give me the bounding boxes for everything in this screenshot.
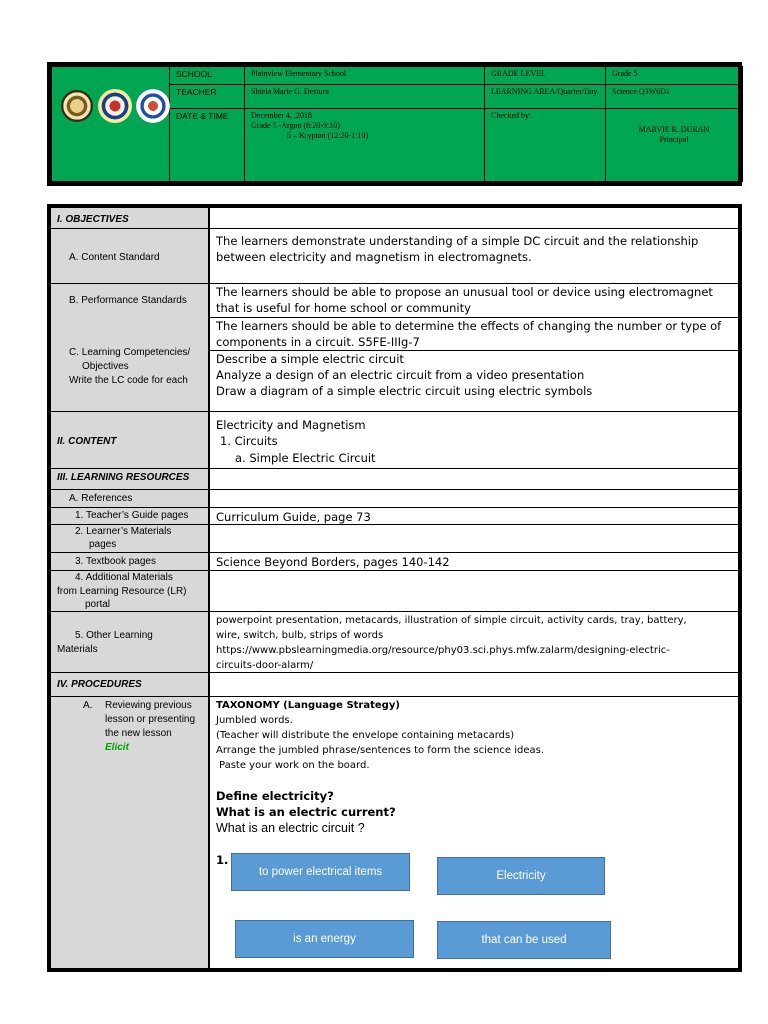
lc-label-line1: C. Learning Competencies/ — [69, 347, 191, 358]
objective-3: Draw a diagram of a simple electric circuit using electric symbols — [216, 384, 593, 398]
school-value: Plainview Elementary School — [245, 67, 485, 85]
topic-line2: 1. Circuits — [220, 434, 278, 448]
row-divider — [49, 228, 740, 229]
procedure-a-line3: the new lesson — [105, 728, 172, 739]
header-table — [47, 62, 742, 186]
additional-materials-label-3: portal — [85, 599, 111, 610]
topic-line1: Electricity and Magnetism — [216, 418, 366, 432]
objective-1: Describe a simple electric circuit — [216, 352, 404, 366]
other-materials-line4: circuits-door-alarm/ — [216, 660, 314, 671]
learners-materials-label-1: 2. Learner’s Materials — [75, 526, 172, 537]
competency-line1: The learners should be able to determine the effects of changing the number or type of — [216, 319, 722, 333]
section-1-text: Grade 5 -Argon (8:20-9:10) — [251, 121, 340, 130]
learning-area-value: Science Q3W6D1 — [606, 85, 743, 109]
date-time-label: DATE & TIME — [170, 109, 245, 182]
teacher-value: Shiela Marie G. Destura — [245, 85, 485, 109]
question-2: What is an electric current? — [216, 805, 396, 819]
teacher-note-text: (Teacher will distribute the envelope containing metacards) — [216, 730, 515, 741]
learning-resources-heading: III. LEARNING RESOURCES — [57, 472, 190, 483]
division-seal-icon — [98, 89, 132, 123]
grade-level-label: GRADE LEVEL — [485, 67, 606, 85]
row-divider — [49, 468, 740, 469]
lc-label-line2: Objectives — [82, 361, 129, 372]
section-2-text: 5 – Krypton (12:20-1:10) — [287, 131, 369, 140]
row-divider — [49, 507, 740, 508]
other-materials-line1: powerpoint presentation, metacards, illustration of simple circuit, activity cards, tray, battery, — [216, 615, 687, 626]
performance-standard-line2: that is useful for home school or community — [216, 301, 471, 315]
row-divider — [49, 696, 740, 697]
other-materials-label-1: 5. Other Learning — [75, 630, 153, 641]
metacard-electricity[interactable]: Electricity — [437, 857, 605, 895]
row-divider — [49, 524, 740, 525]
learners-materials-label-2: pages — [89, 539, 117, 550]
references-label: A. References — [69, 493, 133, 504]
item-number: 1. — [216, 853, 229, 867]
content-standard-line2: between electricity and magnetism in electromagnets. — [216, 250, 532, 264]
row-divider — [49, 489, 740, 490]
deped-seal-icon — [136, 89, 170, 123]
procedure-a-line2: lesson or presenting — [105, 714, 196, 725]
principal-cell — [606, 109, 743, 182]
metacard-to-power-electrical-items[interactable]: to power electrical items — [231, 853, 410, 891]
arrange-instruction-text: Arrange the jumbled phrase/sentences to form the science ideas. — [216, 745, 544, 756]
lc-label-line3: Write the LC code for each — [69, 375, 188, 386]
objectives-heading: I. OBJECTIVES — [57, 214, 129, 225]
metacard-is-an-energy[interactable]: is an energy — [235, 920, 414, 958]
other-materials-label-2: Materials — [57, 644, 98, 655]
teacher-label: TEACHER — [170, 85, 245, 109]
principal-name: MARVIE R. DURAN — [638, 125, 710, 134]
content-standard-label: A. Content Standard — [69, 252, 160, 263]
textbook-value: Science Beyond Borders, pages 140-142 — [216, 555, 450, 569]
procedure-a-elicit: Elicit — [105, 742, 129, 753]
row-divider — [49, 411, 740, 412]
row-divider — [49, 672, 740, 673]
question-3: What is an electric circuit ? — [216, 821, 365, 835]
performance-standards-label: B. Performance Standards — [69, 295, 187, 306]
column-divider — [208, 206, 210, 970]
school-label: SCHOOL — [170, 67, 245, 85]
checked-by-label: Checked by: — [485, 109, 606, 182]
additional-materials-label-2: from Learning Resource (LR) — [57, 586, 187, 597]
date-time-value — [245, 109, 485, 182]
grade-level-value: Grade 5 — [606, 67, 743, 85]
lesson-plan-table — [47, 204, 742, 972]
competency-line2: components in a circuit. S5FE-IIIg-7 — [216, 335, 420, 349]
other-materials-line2: wire, switch, bulb, strips of words — [216, 630, 384, 641]
date-text: December 4, ,2018 — [251, 111, 312, 120]
paste-instruction-text: Paste your work on the board. — [219, 760, 370, 771]
procedures-heading: IV. PROCEDURES — [57, 679, 142, 690]
principal-title: Principal — [659, 135, 689, 144]
procedure-a-line1: Reviewing previous — [105, 700, 192, 711]
procedure-a-letter: A. — [83, 700, 93, 711]
row-divider — [49, 570, 740, 571]
learning-area-label: LEARNING AREA/Quarter/Day — [485, 85, 606, 109]
school-seal-icon — [61, 90, 93, 122]
row-divider — [49, 611, 740, 612]
taxonomy-heading: TAXONOMY (Language Strategy) — [216, 700, 400, 711]
question-1: Define electricity? — [216, 789, 334, 803]
content-heading: II. CONTENT — [57, 436, 117, 447]
objective-2: Analyze a design of an electric circuit from a video presentation — [216, 368, 585, 382]
jumbled-words-text: Jumbled words. — [216, 715, 293, 726]
textbook-pages-label: 3. Textbook pages — [75, 556, 156, 567]
metacard-that-can-be-used[interactable]: that can be used — [437, 921, 611, 959]
teachers-guide-value: Curriculum Guide, page 73 — [216, 510, 371, 524]
teachers-guide-label: 1. Teacher’s Guide pages — [75, 510, 189, 521]
topic-line3: a. Simple Electric Circuit — [235, 451, 376, 465]
performance-standard-line1: The learners should be able to propose an unusual tool or device using electromagnet — [216, 285, 713, 299]
additional-materials-label-1: 4. Additional Materials — [75, 572, 173, 583]
row-divider — [49, 552, 740, 553]
content-standard-line1: The learners demonstrate understanding of a simple DC circuit and the relationship — [216, 234, 699, 248]
other-materials-line3: https://www.pbslearningmedia.org/resource/phy03.sci.phys.mfw.zalarm/designing-electric- — [216, 645, 670, 656]
